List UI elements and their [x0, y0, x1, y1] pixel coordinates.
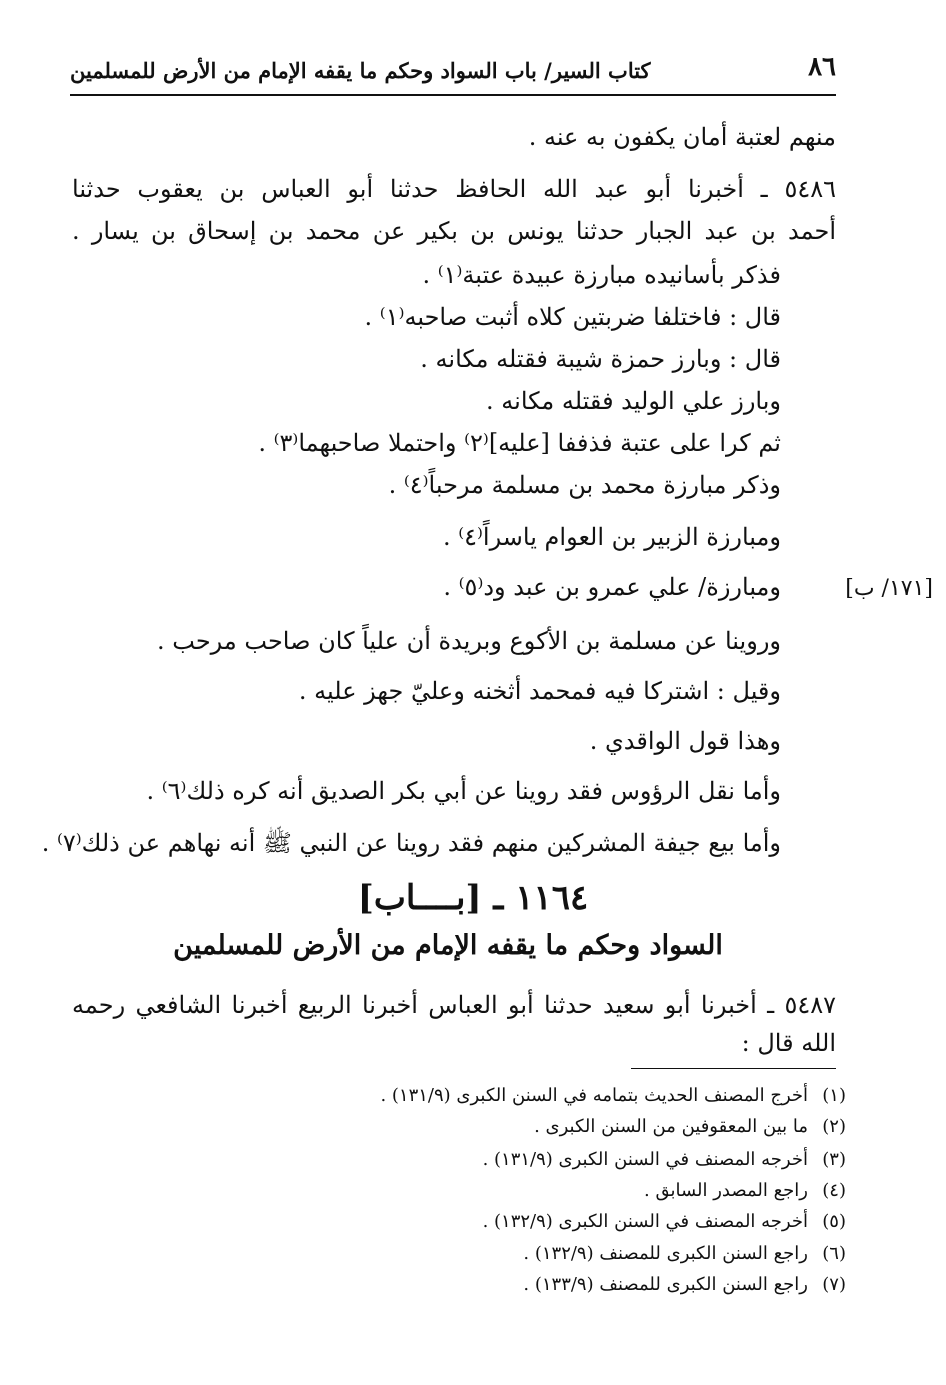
footnote-text: راجع السنن الكبرى للمصنف (١٣٢/٩) .	[523, 1243, 808, 1264]
text-line: فذكر بأسانيده مبارزة عبيدة عتبة⁽١⁾ .	[422, 261, 781, 289]
footnote-divider	[631, 1068, 836, 1069]
text-line: قال : وبارز حمزة شيبة فقتله مكانه .	[420, 345, 781, 373]
text-line: وروينا عن مسلمة بن الأكوع وبريدة أن علياً كان صاحب مرحب .	[157, 627, 781, 655]
text-line: وأما بيع جيفة المشركين منهم فقد روينا عن النبي ﷺ أنه نهاهم عن ذلك⁽٧⁾ .	[41, 829, 781, 857]
footnote-number: (٤)	[822, 1180, 846, 1201]
page-number: ٨٦	[808, 52, 836, 82]
footnote	[523, 1240, 846, 1267]
footnote	[380, 1082, 846, 1109]
footnote-number: (١)	[822, 1085, 846, 1106]
chapter-title: السواد وحكم ما يقفه الإمام من الأرض للمسلمين	[173, 930, 723, 961]
footnote	[483, 1146, 846, 1173]
text-line: ومبارزة/ علي عمرو بن عبد ود⁽٥⁾ .	[443, 573, 781, 601]
text-line: وأما نقل الرؤوس فقد روينا عن أبي بكر الصديق أنه كره ذلك⁽٦⁾ .	[146, 777, 781, 805]
text-line: وبارز علي الوليد فقتله مكانه .	[486, 387, 781, 415]
footnote-number: (٦)	[822, 1243, 846, 1264]
footnote-text: أخرجه المصنف في السنن الكبرى (١٣٢/٩) .	[482, 1211, 808, 1232]
text-line: وذكر مبارزة محمد بن مسلمة مرحباً⁽٤⁾ .	[388, 471, 781, 499]
hadith-5486-line: ٥٤٨٦ ـ أخبرنا أبو عبد الله الحافظ حدثنا أبو العباس بن يعقوب حدثنا	[72, 175, 836, 203]
text-line: قال : فاختلفا ضربتين كلاه أثبت صاحبه⁽١⁾ .	[364, 303, 781, 331]
footnote-number: (٧)	[822, 1274, 846, 1295]
footnote-number: (٥)	[822, 1211, 846, 1232]
footnote	[483, 1208, 846, 1235]
text-line: ومبارزة الزبير بن العوام ياسراً⁽٤⁾ .	[442, 523, 781, 551]
running-title: كتاب السير/ باب السواد وحكم ما يقفه الإمام من الأرض للمسلمين	[70, 58, 651, 83]
text-line: أحمد بن عبد الجبار حدثنا يونس بن بكير عن محمد بن إسحاق بن يسار .	[72, 217, 836, 245]
page-header	[70, 52, 836, 96]
footnote-text: راجع السنن الكبرى للمصنف (١٣٣/٩) .	[523, 1274, 808, 1295]
footnote	[534, 1113, 846, 1140]
manuscript-folio-marker: [١٧١/ ب]	[845, 576, 933, 601]
text-line: ثم كرا على عتبة فذففا [عليه]⁽٢⁾ واحتملا صاحبهما⁽٣⁾ .	[258, 429, 781, 457]
chapter-number: ١١٦٤ ـ [بــــاب]	[357, 878, 589, 918]
footnote-text: أخرجه المصنف في السنن الكبرى (١٣١/٩) .	[482, 1149, 808, 1170]
footnote-text: أخرج المصنف الحديث بتمامه في السنن الكبرى (١٣١/٩) .	[380, 1085, 808, 1106]
text-line: وهذا قول الواقدي .	[589, 727, 781, 755]
text-line: منهم لعتبة أمان يكفون به عنه .	[528, 123, 836, 151]
text-line: الله قال :	[741, 1029, 836, 1057]
footnote-text: ما بين المعقوفين من السنن الكبرى .	[534, 1116, 808, 1137]
footnote-number: (٢)	[822, 1116, 846, 1137]
footnote-number: (٣)	[822, 1149, 846, 1170]
hadith-5487-line: ٥٤٨٧ ـ أخبرنا أبو سعيد حدثنا أبو العباس أخبرنا الربيع أخبرنا الشافعي رحمه	[72, 991, 836, 1019]
footnote	[644, 1177, 846, 1204]
text-line: وقيل : اشتركا فيه فمحمد أثخنه وعليّ جهز عليه .	[298, 677, 781, 705]
footnote-text: راجع المصدر السابق .	[644, 1180, 808, 1201]
footnote	[523, 1271, 846, 1298]
